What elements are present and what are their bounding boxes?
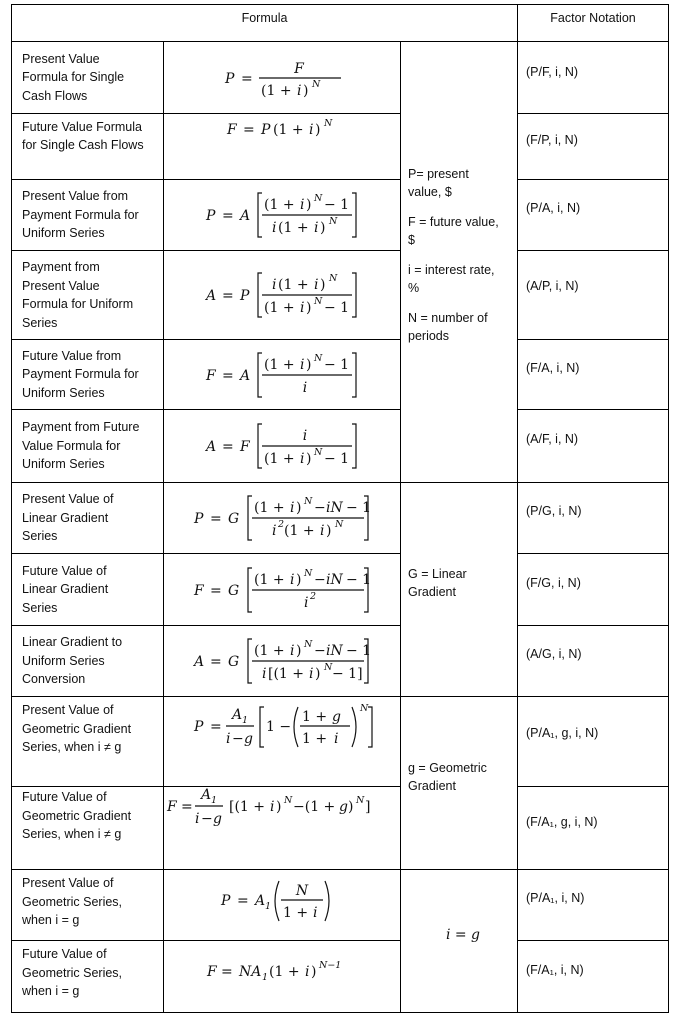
svg-text:1 −: 1 − — [266, 719, 292, 735]
svg-text:N: N — [324, 662, 333, 673]
factor-notation: (A/P, i, N) — [526, 279, 579, 293]
svg-text:): ) — [306, 451, 312, 467]
svg-text:A: A — [232, 707, 243, 723]
svg-text:=: = — [222, 208, 234, 224]
row-name: Present Value of Geometric Gradient Series, when i ≠ g — [22, 703, 132, 755]
svg-text:P: P — [194, 719, 204, 735]
svg-text:i: i — [320, 523, 325, 539]
svg-text:2: 2 — [310, 590, 317, 602]
svg-text:=: = — [210, 654, 222, 670]
svg-text:P: P — [206, 208, 216, 224]
factor-notation: (F/G, i, N) — [526, 575, 581, 590]
svg-text:F: F — [227, 122, 237, 138]
svg-text:(1 +: (1 + — [264, 197, 295, 213]
factor-notation: (F/A₁, g, i, N) — [526, 815, 598, 829]
svg-text:A: A — [206, 288, 217, 304]
svg-text:=: = — [222, 439, 234, 455]
svg-text:): ) — [348, 799, 354, 815]
svg-text:): ) — [306, 356, 312, 373]
row-name: Present Value of Linear Gradient Series — [22, 492, 114, 544]
factor-notation: (P/A, i, N) — [526, 200, 581, 215]
svg-text:(1 +: (1 + — [254, 643, 285, 659]
svg-text:N: N — [360, 703, 369, 714]
formula-present-value-single — [164, 42, 400, 113]
svg-text:): ) — [315, 122, 321, 138]
factor-notation: (P/F, i, N) — [526, 65, 579, 79]
formula-future-value-geometric-equal — [164, 941, 400, 1001]
formula-present-value-linear-gradient — [164, 483, 400, 553]
svg-text:A: A — [194, 654, 205, 670]
svg-text:iN: iN — [326, 571, 343, 588]
svg-text:G: G — [228, 511, 240, 527]
svg-text:iN: iN — [326, 643, 343, 659]
svg-text:N: N — [314, 193, 323, 204]
svg-text:i: i — [272, 523, 277, 539]
svg-text:F: F — [206, 367, 216, 384]
svg-text:A: A — [201, 787, 212, 803]
svg-text:N: N — [356, 795, 365, 806]
svg-text:N: N — [312, 78, 321, 90]
svg-text:i: i — [272, 277, 277, 293]
svg-text:i: i — [302, 428, 308, 444]
svg-text:− 1: − 1 — [324, 197, 350, 213]
svg-text:G: G — [228, 582, 240, 599]
svg-text:[(1 +: [(1 + — [229, 799, 266, 815]
legend-uniform-series: P= present value, $ F = future value, $ i = interest rate, % N = number of periods — [408, 167, 499, 343]
svg-text:g: g — [244, 731, 253, 747]
svg-text:(1 +: (1 + — [278, 277, 309, 293]
svg-text:i: i — [309, 666, 314, 682]
svg-text:−: − — [314, 500, 326, 516]
svg-text:(1 +: (1 + — [264, 451, 295, 467]
row-name: Future Value of Linear Gradient Series — [22, 563, 109, 615]
svg-text:): ) — [315, 666, 321, 682]
svg-text:−(1 +: −(1 + — [293, 799, 336, 815]
svg-text:A: A — [206, 439, 217, 455]
svg-text:N: N — [329, 273, 338, 284]
svg-text:=: = — [210, 511, 222, 527]
svg-text:F: F — [194, 582, 204, 599]
svg-text:F: F — [294, 60, 304, 77]
svg-text:− 1: − 1 — [346, 500, 372, 516]
formula-future-value-linear-gradient — [164, 554, 400, 625]
svg-text:i: i — [297, 82, 302, 99]
svg-text:=: = — [210, 719, 222, 735]
svg-text:i: i — [262, 666, 267, 682]
svg-text:− 1: − 1 — [324, 300, 350, 316]
svg-text:−: − — [314, 643, 326, 659]
svg-text:g: g — [332, 709, 341, 725]
svg-text:=: = — [181, 799, 193, 815]
svg-text:i: i — [290, 500, 295, 516]
svg-text:P: P — [240, 288, 250, 304]
svg-text:[(1 +: [(1 + — [268, 666, 305, 682]
svg-text:i: i — [300, 356, 305, 373]
formula-payment-from-present — [164, 251, 400, 339]
svg-text:F: F — [240, 439, 250, 455]
svg-text:P: P — [261, 122, 271, 138]
svg-text:(1 +: (1 + — [254, 571, 285, 588]
svg-text:i: i — [304, 594, 309, 611]
svg-text:− 1: − 1 — [346, 643, 372, 659]
svg-text:(1 +: (1 + — [278, 220, 309, 236]
row-name: Present Value Formula for Single Cash Flows — [22, 51, 125, 103]
svg-text:=: = — [237, 893, 249, 909]
svg-text:P: P — [221, 893, 231, 909]
formula-payment-from-future — [164, 410, 400, 482]
svg-text:g: g — [213, 811, 222, 827]
factor-notation: (F/A, i, N) — [526, 360, 580, 375]
svg-text:P: P — [194, 511, 204, 527]
factor-notation: (F/A₁, i, N) — [526, 963, 584, 977]
table-border-bottom — [11, 1012, 669, 1013]
svg-text:N−1: N−1 — [319, 960, 342, 971]
svg-text:2: 2 — [278, 519, 285, 530]
svg-text:g: g — [339, 799, 348, 815]
svg-text:A: A — [240, 367, 251, 384]
svg-text:i: i — [305, 964, 310, 980]
svg-text:i: i — [309, 122, 314, 138]
svg-text:(1 +: (1 + — [254, 500, 285, 516]
svg-text:A: A — [255, 893, 266, 909]
svg-text:i: i — [300, 451, 305, 467]
svg-text:− 1: − 1 — [346, 571, 372, 588]
svg-text:1: 1 — [265, 901, 272, 912]
svg-text:N: N — [314, 352, 323, 364]
svg-text:N: N — [304, 496, 313, 507]
svg-text:P: P — [225, 70, 235, 87]
svg-text:): ) — [296, 643, 302, 659]
svg-text:F: F — [207, 964, 217, 980]
svg-text:1 +: 1 + — [283, 905, 309, 921]
svg-text:=: = — [210, 582, 222, 599]
legend-i-equals-g: i = g — [445, 927, 481, 943]
svg-text:1: 1 — [211, 795, 218, 806]
legend-geometric-gradient: g = Geometric Gradient — [408, 761, 487, 793]
row-name: Present Value from Payment Formula for Uniform Series — [22, 189, 139, 241]
svg-text:): ) — [320, 277, 326, 293]
factor-notation: (A/G, i, N) — [526, 647, 582, 661]
svg-text:N: N — [314, 296, 323, 307]
svg-text:(1 +: (1 + — [264, 300, 295, 316]
svg-text:1 +: 1 + — [302, 731, 328, 747]
svg-text:i: i — [195, 811, 200, 827]
svg-text:i: i — [334, 731, 339, 747]
svg-text:− 1: − 1 — [324, 451, 350, 467]
svg-text:i: i — [300, 197, 305, 213]
legend-linear-gradient: G = Linear Gradient — [408, 567, 467, 599]
svg-text:1 +: 1 + — [302, 709, 328, 725]
svg-text:): ) — [296, 500, 302, 516]
svg-text:(1 +: (1 + — [261, 82, 292, 99]
svg-text:): ) — [296, 571, 302, 588]
svg-text:−: − — [314, 571, 326, 588]
row-name: Future Value from Payment Formula for Uniform Series — [22, 348, 139, 400]
svg-text:]: ] — [365, 799, 371, 815]
svg-text:(1 +: (1 + — [264, 356, 295, 373]
svg-text:i: i — [314, 220, 319, 236]
header-factor-notation: Factor Notation — [550, 11, 636, 25]
svg-text:=: = — [222, 288, 234, 304]
svg-text:N: N — [329, 216, 338, 227]
svg-text:i: i — [290, 571, 295, 588]
row-name: Future Value Formula for Single Cash Flows — [22, 119, 144, 152]
row-name: Future Value of Geometric Series, when i = g — [22, 947, 123, 999]
svg-text:F: F — [167, 799, 177, 815]
svg-text:(1 +: (1 + — [284, 523, 315, 539]
svg-text:G: G — [228, 654, 240, 670]
svg-text:=: = — [241, 70, 253, 87]
svg-text:i: i — [313, 905, 318, 921]
header-formula: Formula — [241, 11, 288, 25]
row-name: Payment from Present Value Formula for Uniform Series — [22, 260, 134, 330]
svg-text:i: i — [270, 799, 275, 815]
row-name: Payment from Future Value Formula for Uniform Series — [22, 420, 140, 472]
formula-future-value-geometric-gradient — [164, 787, 400, 827]
factor-notation: (F/P, i, N) — [526, 133, 578, 147]
formula-present-value-uniform — [164, 180, 400, 250]
svg-text:−: − — [201, 811, 213, 827]
svg-text:N: N — [304, 567, 313, 579]
svg-text:=: = — [221, 964, 233, 980]
row-name: Present Value of Geometric Series, when i = g — [22, 876, 123, 928]
table-border-left — [11, 4, 12, 1013]
svg-text:N: N — [284, 795, 293, 806]
svg-text:− 1: − 1 — [324, 356, 350, 373]
svg-text:iN: iN — [326, 500, 343, 516]
svg-text:(1 +: (1 + — [273, 122, 304, 138]
factor-notation: (A/F, i, N) — [526, 432, 579, 446]
svg-text:N: N — [295, 883, 309, 899]
svg-text:): ) — [306, 197, 312, 213]
formula-present-value-geometric-gradient — [164, 697, 400, 757]
svg-text:=: = — [243, 122, 255, 138]
svg-text:− 1]: − 1] — [332, 666, 363, 682]
svg-text:N: N — [314, 447, 323, 458]
svg-text:i: i — [290, 643, 295, 659]
svg-text:i: i — [302, 379, 308, 396]
factor-notation: (P/G, i, N) — [526, 503, 582, 518]
factor-notation: (P/A₁, i, N) — [526, 891, 585, 905]
svg-text:i: i — [272, 220, 277, 236]
svg-text:): ) — [311, 964, 317, 980]
svg-text:(1 +: (1 + — [269, 964, 300, 980]
formula-future-value-uniform — [164, 340, 400, 409]
formula-linear-gradient-to-uniform — [164, 626, 400, 696]
row-name: Linear Gradient to Uniform Series Conversion — [22, 635, 123, 687]
svg-text:): ) — [276, 799, 282, 815]
row-name: Future Value of Geometric Gradient Series, when i ≠ g — [22, 790, 132, 842]
svg-text:N: N — [324, 118, 333, 129]
svg-text:i: i — [226, 731, 231, 747]
svg-text:−: − — [232, 731, 244, 747]
svg-text:1: 1 — [242, 715, 249, 726]
factor-notation: (P/A₁, g, i, N) — [526, 726, 599, 740]
svg-text:i: i — [300, 300, 305, 316]
svg-text:1: 1 — [262, 972, 269, 983]
formula-future-value-single — [164, 114, 400, 144]
svg-text:): ) — [326, 523, 332, 539]
svg-text:N: N — [335, 519, 344, 530]
formula-present-value-geometric-equal — [164, 870, 400, 930]
column-divider — [400, 41, 401, 1013]
svg-text:A: A — [240, 208, 251, 224]
svg-text:=: = — [222, 367, 234, 384]
svg-text:): ) — [303, 82, 309, 99]
svg-text:i: i — [314, 277, 319, 293]
svg-text:): ) — [306, 300, 312, 316]
svg-text:N: N — [304, 639, 313, 650]
svg-text:NA: NA — [239, 964, 262, 980]
svg-text:): ) — [320, 220, 326, 236]
